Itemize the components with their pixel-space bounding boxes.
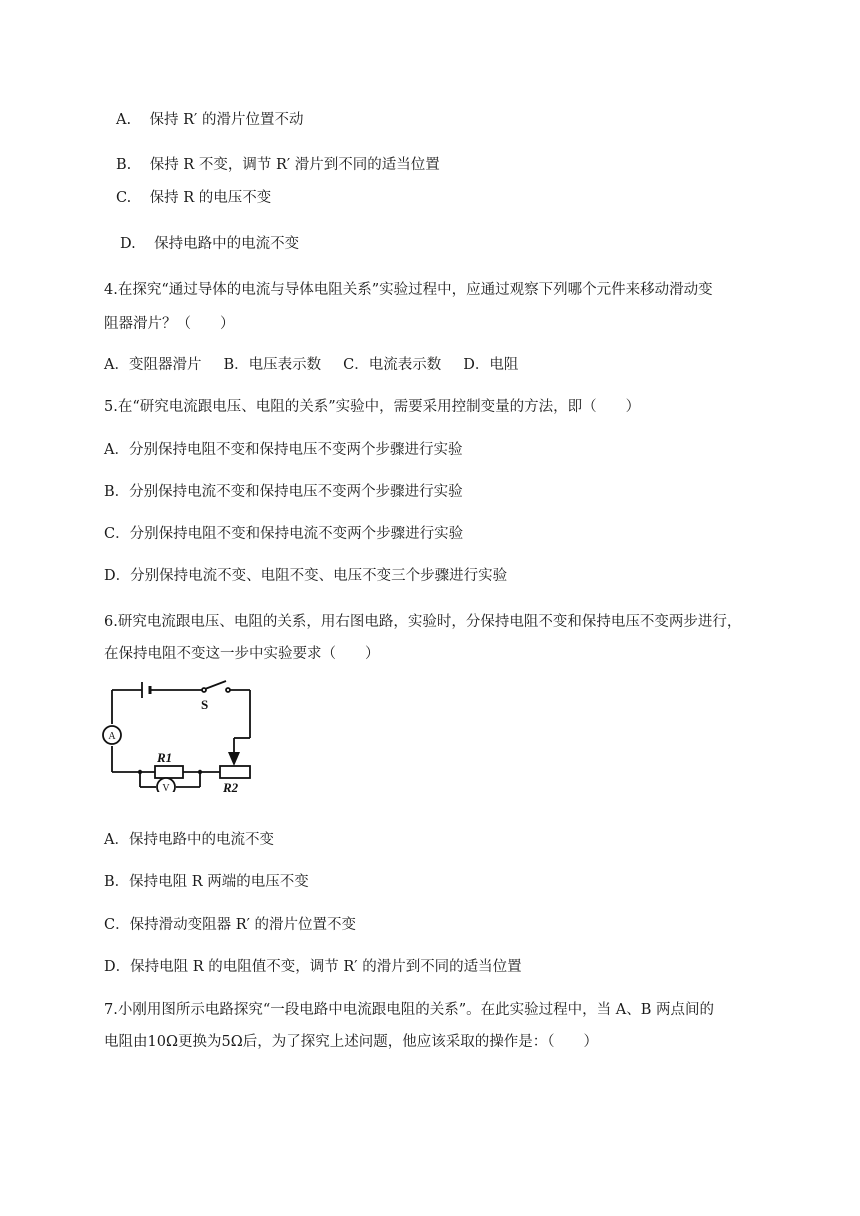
q6-option-c: C．保持滑动变阻器 R′ 的滑片位置不变 bbox=[104, 917, 357, 933]
q5-stem: 5.在“研究电流跟电压、电阻的关系”实验中，需要采用控制变量的方法，即（ ） bbox=[104, 399, 641, 415]
switch-blade bbox=[205, 681, 226, 689]
q6-stem-line1: 6.研究电流跟电压、电阻的关系，用右图电路，实验时，分保持电阻不变和保持电压不变两步进行， bbox=[104, 614, 742, 630]
q6-option-d: D．保持电阻 R 的电阻值不变，调节 R′ 的滑片到不同的适当位置 bbox=[104, 959, 522, 975]
q5-option-d: D．分别保持电流不变、电阻不变、电压不变三个步骤进行实验 bbox=[104, 568, 508, 584]
q5-option-a: A．分别保持电阻不变和保持电压不变两个步骤进行实验 bbox=[104, 442, 463, 458]
q4-option-d: D．电阻 bbox=[463, 357, 519, 373]
q7-stem-line2: 电阻由10Ω更换为5Ω后，为了探究上述问题，他应该采取的操作是：（ ） bbox=[104, 1034, 598, 1050]
q6-option-b: B．保持电阻 R 两端的电压不变 bbox=[104, 874, 309, 890]
q4-stem-line1: 4.在探究“通过导体的电流与导体电阻关系”实验过程中，应通过观察下列哪个元件来移动滑动变 bbox=[104, 282, 713, 298]
q4-stem-line2: 阻器滑片？（ ） bbox=[104, 316, 235, 332]
q6-stem-line2: 在保持电阻不变这一步中实验要求（ ） bbox=[104, 646, 380, 662]
prev-option-d: D. 保持电路中的电流不变 bbox=[120, 236, 300, 252]
switch-label: S bbox=[201, 697, 209, 712]
q4-option-a: A．变阻器滑片 bbox=[104, 357, 202, 373]
r2-label: R2 bbox=[223, 780, 239, 792]
ammeter-label: A bbox=[108, 731, 116, 742]
q4-options bbox=[104, 355, 540, 375]
q6-option-a: A．保持电路中的电流不变 bbox=[104, 832, 274, 848]
prev-option-b: B. 保持 R 不变，调节 R′ 滑片到不同的适当位置 bbox=[116, 157, 440, 173]
q4-option-c: C．电流表示数 bbox=[343, 357, 442, 373]
rheostat-slider-arrow bbox=[228, 752, 240, 766]
r1-label: R1 bbox=[157, 750, 173, 765]
r2-rheostat bbox=[220, 766, 250, 778]
prev-option-c: C. 保持 R 的电压不变 bbox=[116, 190, 272, 206]
q5-option-b: B．分别保持电流不变和保持电压不变两个步骤进行实验 bbox=[104, 484, 463, 500]
r1-resistor bbox=[155, 766, 183, 778]
circuit-diagram bbox=[100, 680, 260, 792]
prev-option-a: A. 保持 R′ 的滑片位置不动 bbox=[116, 112, 304, 128]
q7-stem-line1: 7.小刚用图所示电路探究“一段电路中电流跟电阻的关系”。在此实验过程中，当 A、B 两点间的 bbox=[104, 1002, 715, 1018]
junction-dot bbox=[198, 770, 202, 774]
q4-option-b: B．电压表示数 bbox=[223, 357, 322, 373]
voltmeter-label: V bbox=[162, 783, 170, 792]
junction-dot bbox=[138, 770, 142, 774]
q5-option-c: C．分别保持电阻不变和保持电流不变两个步骤进行实验 bbox=[104, 526, 464, 542]
